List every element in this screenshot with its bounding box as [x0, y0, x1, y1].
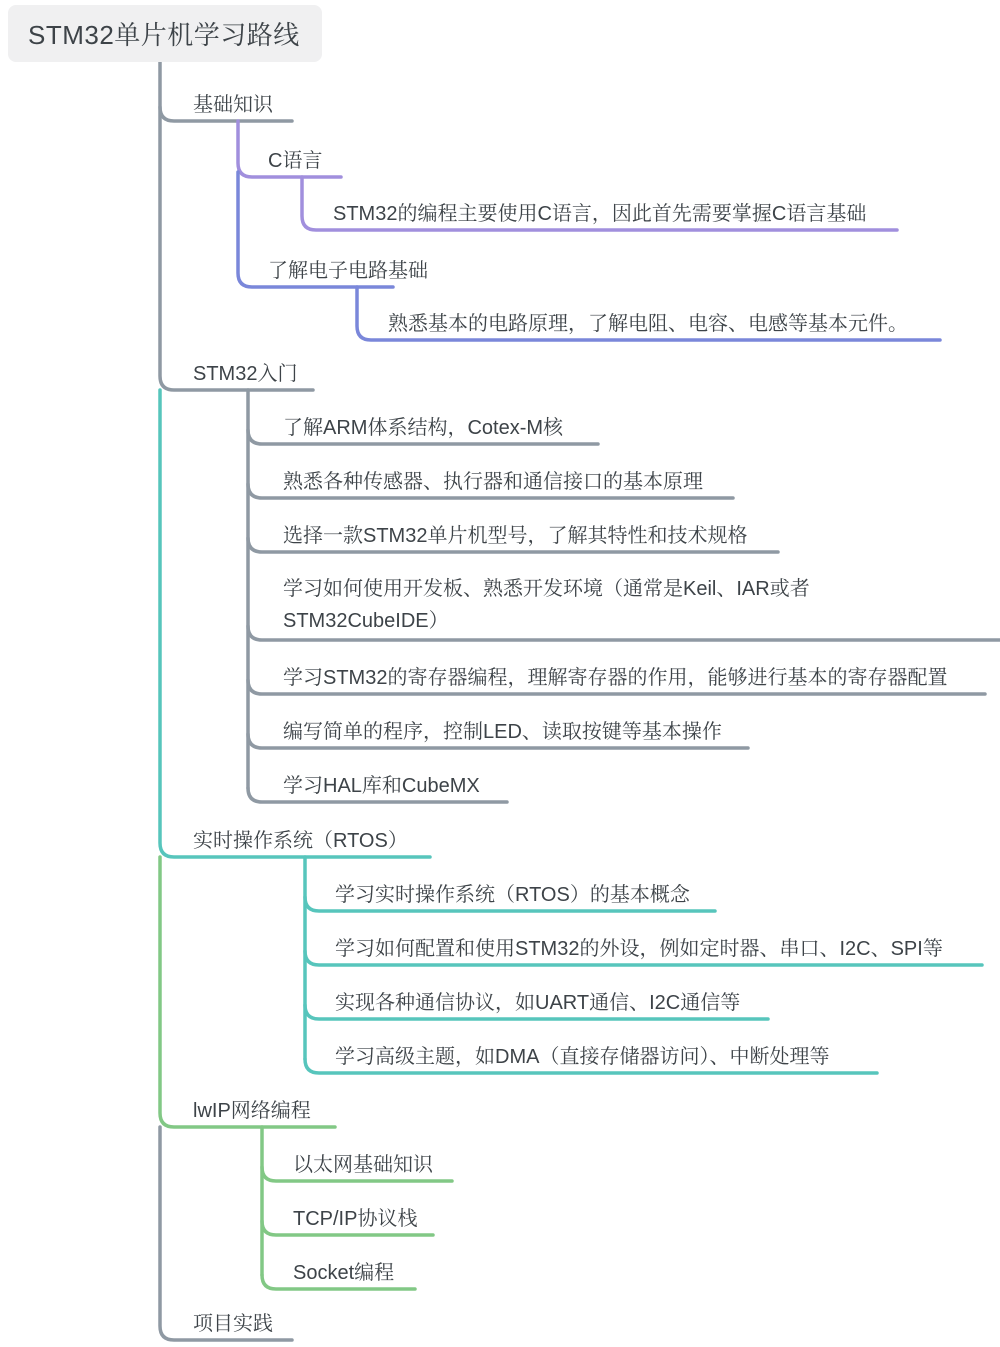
topic-lwip[interactable]: lwIP网络编程	[193, 1100, 311, 1122]
topic-select-model[interactable]: 选择一款STM32单片机型号，了解其特性和技术规格	[283, 525, 748, 547]
topic-socket[interactable]: Socket编程	[293, 1262, 395, 1284]
topic-dev-board[interactable]: 学习如何使用开发板、熟悉开发环境（通常是Keil、IAR或者STM32CubeIDE）	[283, 578, 810, 632]
topic-comm-protocols[interactable]: 实现各种通信协议，如UART通信、I2C通信等	[335, 992, 741, 1014]
topic-arm-architecture[interactable]: 了解ARM体系结构，Cotex-M核	[283, 417, 564, 439]
topic-hal-cubemx[interactable]: 学习HAL库和CubeMX	[283, 775, 480, 797]
topic-stm32-intro[interactable]: STM32入门	[193, 363, 298, 385]
topic-practice[interactable]: 项目实践	[193, 1313, 273, 1335]
topic-rtos[interactable]: 实时操作系统（RTOS）	[193, 830, 408, 852]
note-circuit-basics[interactable]: 熟悉基本的电路原理，了解电阻、电容、电感等基本元件。	[388, 313, 908, 335]
root-topic[interactable]: STM32单片机学习路线	[8, 5, 322, 62]
topic-rtos-concepts[interactable]: 学习实时操作系统（RTOS）的基本概念	[335, 884, 690, 906]
note-c-language[interactable]: STM32的编程主要使用C语言，因此首先需要掌握C语言基础	[333, 203, 867, 225]
topic-advanced-topics[interactable]: 学习高级主题，如DMA（直接存储器访问）、中断处理等	[335, 1046, 830, 1068]
topic-simple-program[interactable]: 编写简单的程序，控制LED、读取按键等基本操作	[283, 721, 722, 743]
connector-spine-to-lwip	[160, 857, 335, 1127]
topic-peripherals[interactable]: 学习如何配置和使用STM32的外设，例如定时器、串口、I2C、SPI等	[335, 938, 943, 960]
topic-register[interactable]: 学习STM32的寄存器编程，理解寄存器的作用，能够进行基本的寄存器配置	[283, 667, 948, 689]
topic-sensors[interactable]: 熟悉各种传感器、执行器和通信接口的基本原理	[283, 471, 703, 493]
topic-c-language[interactable]: C语言	[268, 150, 323, 172]
topic-ethernet[interactable]: 以太网基础知识	[293, 1154, 433, 1176]
topic-circuit-basics[interactable]: 了解电子电路基础	[268, 260, 428, 282]
topic-basics[interactable]: 基础知识	[193, 94, 273, 116]
topic-tcpip[interactable]: TCP/IP协议栈	[293, 1208, 418, 1230]
